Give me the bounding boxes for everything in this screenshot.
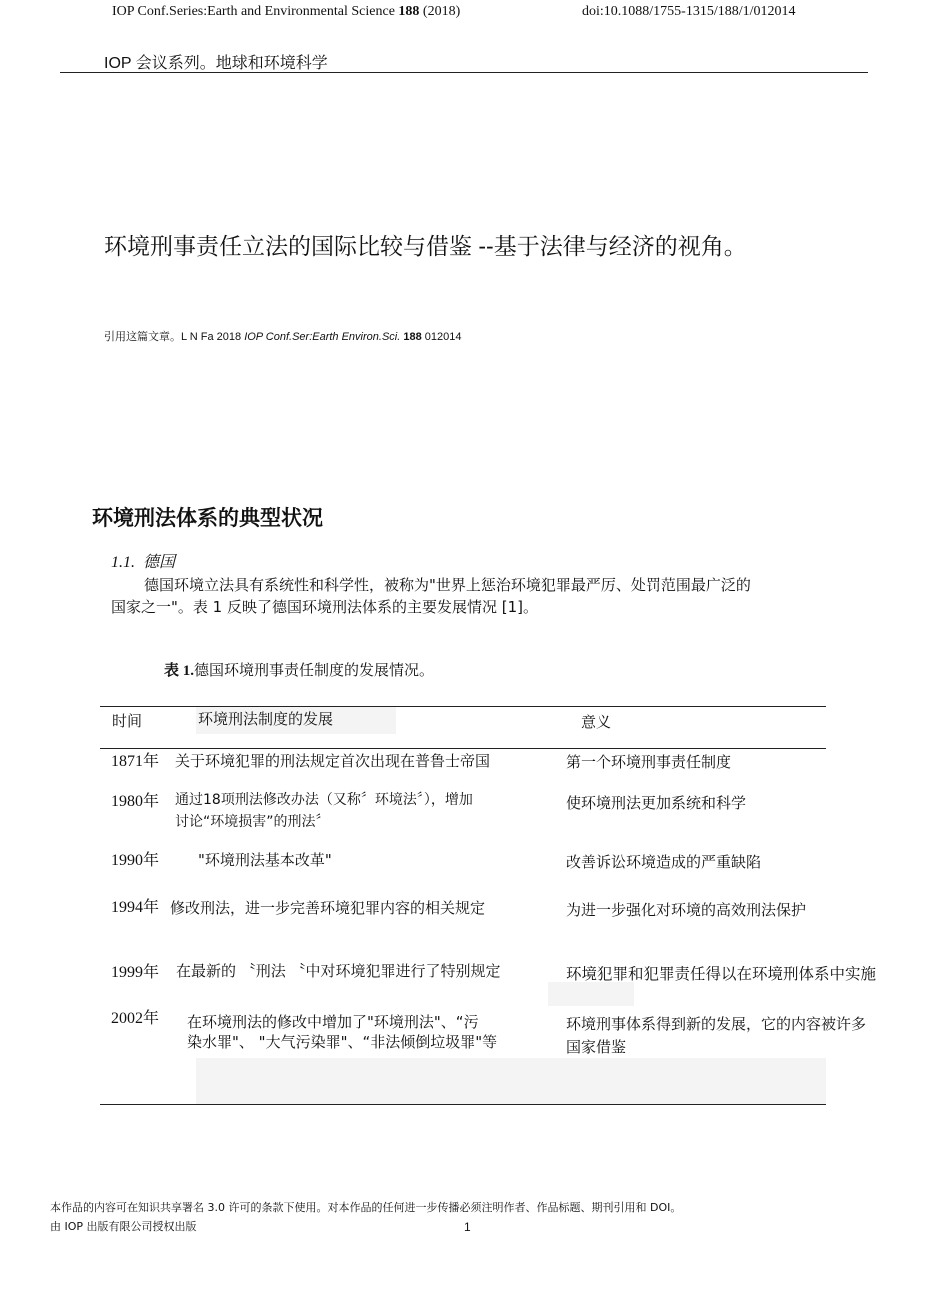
footer-license: 本作品的内容可在知识共享署名 3.0 许可的条款下使用。对本作品的任何进一步传播必须注明作者、作品标题、期刊引用和 DOI。: [50, 1201, 682, 1214]
table-caption-label: 表 1.: [164, 663, 195, 679]
paragraph-line-2: 国家之一"。表 1 反映了德国环境刑法体系的主要发展情况 [1]。: [111, 598, 538, 616]
citation-volume: 188: [400, 331, 422, 343]
row-year: 1980年: [111, 793, 160, 810]
table-caption-text: 德国环境刑事责任制度的发展情况。: [194, 661, 435, 679]
table-caption: [164, 660, 434, 681]
paper-title: 环境刑事责任立法的国际比较与借鉴 --基于法律与经济的视角。: [104, 233, 747, 259]
footer-publisher: 由 IOP 出版有限公司授权出版: [50, 1220, 197, 1233]
running-header: [112, 3, 460, 21]
section-heading: 环境刑法体系的典型状况: [92, 507, 323, 530]
row-year: 1871年: [111, 753, 160, 770]
table-shade: [548, 982, 634, 1006]
row-significance: 国家借鉴: [566, 1038, 627, 1056]
row-development: 修改刑法，进一步完善环境犯罪内容的相关规定: [170, 899, 486, 917]
row-significance: 环境刑事体系得到新的发展，它的内容被许多: [566, 1015, 867, 1033]
table-shade: [196, 1058, 826, 1104]
citation-line: [104, 330, 461, 344]
row-year: 2002年: [111, 1010, 160, 1027]
row-development: 在环境刑法的修改中增加了"环境刑法"、“污: [187, 1013, 479, 1031]
page-number: 1: [464, 1220, 471, 1234]
table-top-rule: [100, 706, 826, 707]
header-rule: [60, 72, 868, 73]
citation-prefix: 引用这篇文章。L N Fa 2018: [104, 331, 245, 343]
citation-article: 012014: [421, 331, 462, 343]
paragraph-line-1: 德国环境立法具有系统性和科学性，被称为"世界上惩治环境犯罪最严厉、处罚范围最广泛的: [144, 576, 751, 594]
journal-year: (2018): [419, 4, 461, 19]
table-bottom-rule: [100, 1104, 826, 1105]
row-development: "环境刑法基本改革": [198, 851, 332, 869]
row-development: 染水罪"、 "大气污染罪"、“非法倾倒垃圾罪"等: [187, 1033, 498, 1051]
table-header-development: 环境刑法制度的发展: [198, 710, 334, 728]
subsection-title: 德国: [143, 554, 176, 571]
table-header-time: 时间: [112, 712, 143, 730]
row-year: 1994年: [111, 899, 160, 916]
row-year: 1990年: [111, 852, 160, 869]
row-significance: 为进一步强化对环境的高效刑法保护: [566, 901, 807, 919]
subsection-heading: [111, 553, 175, 573]
row-year: 1999年: [111, 964, 160, 981]
table-header-rule: [100, 748, 826, 749]
table-header-significance: 意义: [581, 713, 612, 731]
row-development: 讨论“环境损害”的刑法〞: [175, 814, 330, 830]
row-development: 关于环境犯罪的刑法规定首次出现在普鲁士帝国: [175, 752, 491, 770]
doi-link[interactable]: doi:10.1088/1755-1315/188/1/012014: [582, 4, 796, 19]
journal-name: IOP Conf.Series:Earth and Environmental Science: [112, 4, 399, 19]
row-significance: 第一个环境刑事责任制度: [566, 753, 732, 771]
subsection-number: 1.1.: [111, 554, 135, 571]
row-significance: 改善诉讼环境造成的严重缺陷: [566, 853, 762, 871]
row-development: 通过18项刑法修改办法（又称〞环境法〞），增加: [175, 792, 473, 808]
row-significance: 使环境刑法更加系统和科学: [566, 794, 747, 812]
row-development: 在最新的 〝刑法 〝中对环境犯罪进行了特别规定: [176, 962, 501, 980]
series-header: IOP 会议系列。地球和环境科学: [104, 55, 328, 72]
journal-volume: 188: [398, 4, 420, 19]
citation-journal: IOP Conf.Ser:Earth Environ.Sci.: [244, 331, 401, 343]
row-significance: 环境犯罪和犯罪责任得以在环境刑体系中实施: [566, 965, 877, 983]
